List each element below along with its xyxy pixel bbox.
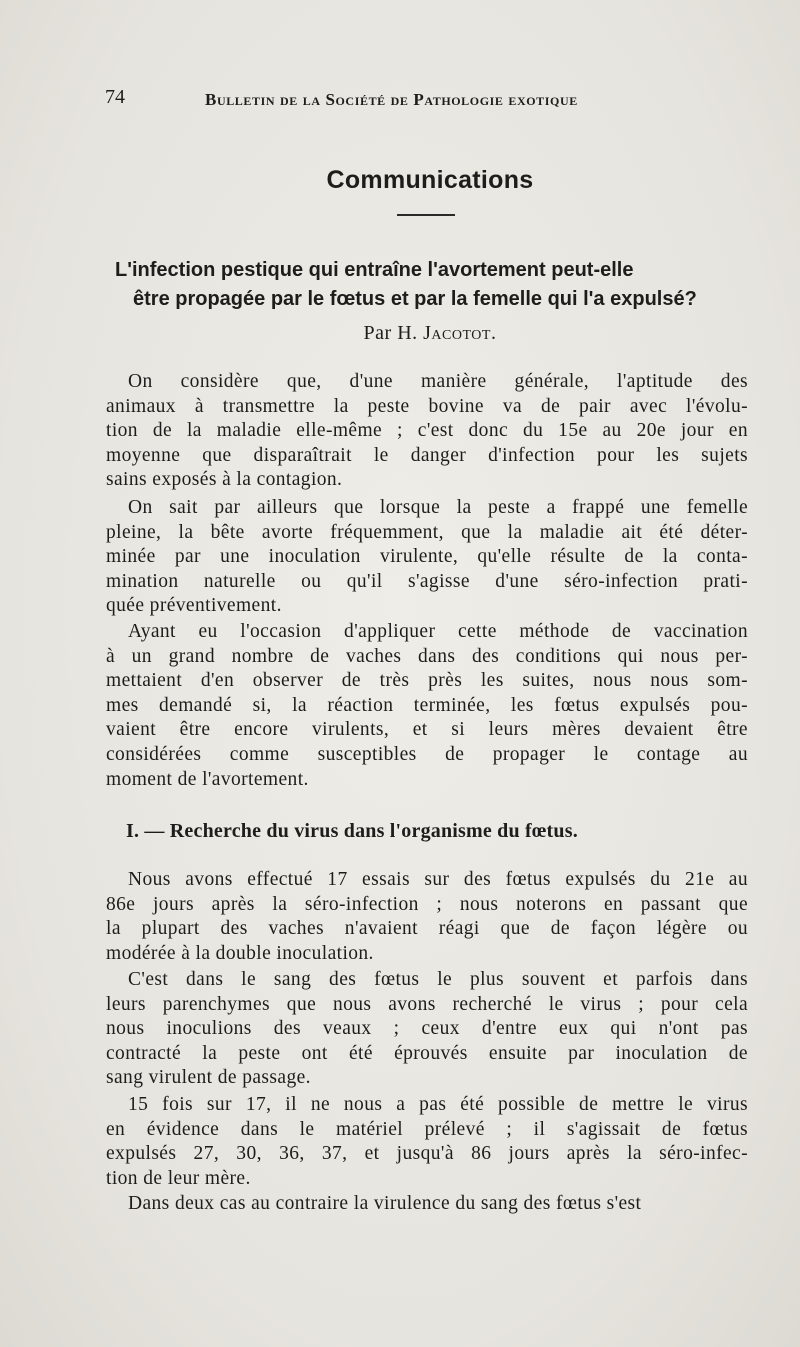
text-line: contracté la peste ont été éprouvés ensuite par inoculation de <box>106 1042 748 1064</box>
text-line: mettaient d'en observer de très près les suites, nous nous som- <box>106 670 748 692</box>
text-line: mes demandé si, la réaction terminée, les fœtus expulsés pou- <box>106 694 748 716</box>
paragraph <box>106 868 748 966</box>
text-line: expulsés 27, 30, 36, 37, et jusqu'à 86 jours après la séro-infec- <box>106 1143 748 1165</box>
text-line: la plupart des vaches n'avaient réagi que de façon légère ou <box>106 918 748 940</box>
text-line: On considère que, d'une manière générale, l'aptitude des <box>128 371 748 392</box>
paragraph <box>106 968 748 1091</box>
text-line: en évidence dans le matériel prélevé ; il s'agissait de fœtus <box>106 1118 748 1140</box>
author-name: Jacotot. <box>423 322 497 344</box>
paragraph <box>106 496 748 619</box>
paragraph <box>106 1093 748 1191</box>
text-line: Nous avons effectué 17 essais sur des fœtus expulsés du 21e au <box>128 869 748 890</box>
text-line: animaux à transmettre la peste bovine va de pair avec l'évolu- <box>106 395 748 417</box>
text-line: On sait par ailleurs que lorsque la peste a frappé une femelle <box>128 497 748 518</box>
text-line: leurs parenchymes que nous avons recherché le virus ; pour cela <box>106 993 748 1015</box>
page-header <box>105 86 665 116</box>
text-line: sains exposés à la contagion. <box>106 469 343 491</box>
paragraph <box>106 370 748 493</box>
subsection-heading: I. — Recherche du virus dans l'organisme du fœtus. <box>126 820 578 842</box>
text-line: minée par une inoculation virulente, qu'elle résulte de la conta- <box>106 546 748 568</box>
article-title-line-1: L'infection pestique qui entraîne l'avortement peut-elle <box>115 259 634 281</box>
author-prefix: Par H. <box>363 322 424 344</box>
article-title <box>115 256 765 314</box>
text-line: à un grand nombre de vaches dans des conditions qui nous per- <box>106 645 748 667</box>
text-line: tion de la maladie elle-même ; c'est donc du 15e au 20e jour en <box>106 420 748 442</box>
text-line: nous inoculions des veaux ; ceux d'entre eux qui n'ont pas <box>106 1018 748 1040</box>
text-line: sang virulent de passage. <box>106 1067 311 1089</box>
text-line: considérées comme susceptibles de propager le contage au <box>106 743 748 765</box>
text-line: 15 fois sur 17, il ne nous a pas été possible de mettre le virus <box>128 1094 748 1115</box>
text-line: mination naturelle ou qu'il s'agisse d'une séro-infection prati- <box>106 570 748 592</box>
running-title: Bulletin de la Société de Pathologie exotique <box>205 90 578 109</box>
author-line <box>0 322 800 345</box>
text-line: C'est dans le sang des fœtus le plus souvent et parfois dans <box>128 969 748 990</box>
paragraph <box>106 620 748 792</box>
text-line: Dans deux cas au contraire la virulence du sang des fœtus s'est <box>128 1193 642 1214</box>
text-line: Ayant eu l'occasion d'appliquer cette méthode de vaccination <box>128 621 748 642</box>
heading-rule <box>397 214 455 216</box>
text-line: 86e jours après la séro-infection ; nous noterons en passant que <box>106 893 748 915</box>
text-line: moyenne que disparaîtrait le danger d'infection pour les sujets <box>106 444 748 466</box>
section-heading: Communications <box>326 166 534 194</box>
text-line: tion de leur mère. <box>106 1167 251 1189</box>
text-line: vaient être encore virulents, et si leurs mères devaient être <box>106 719 748 741</box>
text-line: moment de l'avortement. <box>106 768 309 790</box>
paragraph <box>106 1192 748 1217</box>
text-line: modérée à la double inoculation. <box>106 942 374 964</box>
page-number: 74 <box>105 86 125 108</box>
text-line: pleine, la bête avorte fréquemment, que la maladie ait été déter- <box>106 521 748 543</box>
text-line: quée préventivement. <box>106 595 282 617</box>
article-title-line-2: être propagée par le fœtus et par la femelle qui l'a expulsé? <box>133 288 697 310</box>
